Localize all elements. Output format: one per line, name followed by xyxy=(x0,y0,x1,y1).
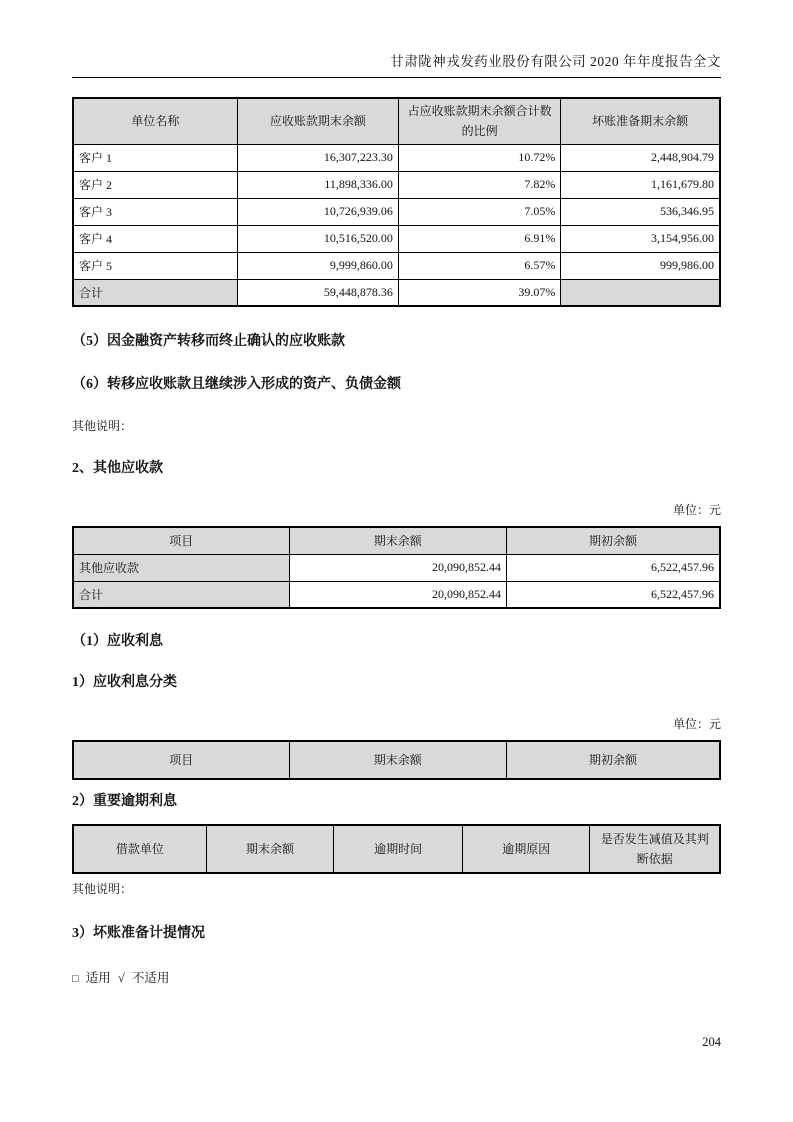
cell-ending-balance: 16,307,223.30 xyxy=(237,144,398,171)
cell-ending-balance: 10,516,520.00 xyxy=(237,225,398,252)
page-number: 204 xyxy=(702,1035,721,1049)
cell-total-label: 合计 xyxy=(73,581,289,608)
cell-ratio: 7.05% xyxy=(398,198,560,225)
col-header-ending-balance: 期末余额 xyxy=(289,527,506,554)
col-header-unit-name: 单位名称 xyxy=(73,98,237,144)
cell-ratio: 7.82% xyxy=(398,171,560,198)
applicable-label: 适用 xyxy=(85,971,111,986)
cell-total-ending-balance: 20,090,852.44 xyxy=(289,581,506,608)
table-row xyxy=(73,144,720,171)
table-header-row xyxy=(73,98,720,144)
table-row xyxy=(73,252,720,279)
col-header-item: 项目 xyxy=(73,527,289,554)
table-row xyxy=(73,171,720,198)
unit-label-1: 单位：元 xyxy=(672,503,721,518)
col-header-bad-debt: 坏账准备期末余额 xyxy=(561,98,720,144)
cell-ratio: 6.57% xyxy=(398,252,560,279)
interest-receivable-title: （1）应收利息 xyxy=(72,634,163,650)
cell-bad-debt: 3,154,956.00 xyxy=(561,225,720,252)
col-header-impairment-judgement: 是否发生减值及其判断依据 xyxy=(590,825,720,873)
cell-ending-balance: 9,999,860.00 xyxy=(237,252,398,279)
cell-ending-balance: 20,090,852.44 xyxy=(289,554,506,581)
table-row xyxy=(73,198,720,225)
cell-total-bad-debt xyxy=(561,279,720,306)
cell-ending-balance: 10,726,939.06 xyxy=(237,198,398,225)
cell-ratio: 6.91% xyxy=(398,225,560,252)
other-receivables-title: 2、其他应收款 xyxy=(72,461,163,477)
col-header-overdue-time: 逾期时间 xyxy=(334,825,463,873)
cell-bad-debt: 536,346.95 xyxy=(561,198,720,225)
checkbox-unchecked-icon: □ xyxy=(72,973,79,986)
applicability-line xyxy=(72,968,721,986)
col-header-item: 项目 xyxy=(73,741,289,779)
cell-total-ending-balance: 59,448,878.36 xyxy=(237,279,398,306)
cell-bad-debt: 999,986.00 xyxy=(561,252,720,279)
overdue-interest-title: 2）重要逾期利息 xyxy=(72,794,177,810)
table-row xyxy=(73,554,720,581)
overdue-interest-table xyxy=(72,824,721,874)
col-header-beginning-balance: 期初余额 xyxy=(506,741,720,779)
bad-debt-provision-title: 3）坏账准备计提情况 xyxy=(72,926,205,942)
cell-ratio: 10.72% xyxy=(398,144,560,171)
section-5-title: （5）因金融资产转移而终止确认的应收账款 xyxy=(72,334,345,350)
table-header-row xyxy=(73,527,720,554)
receivables-top5-table xyxy=(72,97,721,307)
table-total-row xyxy=(73,279,720,306)
table-total-row xyxy=(73,581,720,608)
table-header-row xyxy=(73,741,720,779)
col-header-ratio: 占应收账款期末余额合计数的比例 xyxy=(398,98,560,144)
other-receivables-table xyxy=(72,526,721,609)
checkmark-icon: √ xyxy=(117,971,125,986)
col-header-ending-balance: 期末余额 xyxy=(206,825,333,873)
interest-class-title: 1）应收利息分类 xyxy=(72,675,177,691)
cell-item: 其他应收款 xyxy=(73,554,289,581)
cell-beginning-balance: 6,522,457.96 xyxy=(506,554,720,581)
cell-ending-balance: 11,898,336.00 xyxy=(237,171,398,198)
col-header-overdue-reason: 逾期原因 xyxy=(462,825,589,873)
unit-label-2: 单位：元 xyxy=(672,717,721,732)
cell-total-label: 合计 xyxy=(73,279,237,306)
section-6-title: （6）转移应收账款且继续涉入形成的资产、负债金额 xyxy=(72,377,401,393)
interest-class-table xyxy=(72,740,721,780)
col-header-ending-balance: 期末余额 xyxy=(289,741,506,779)
col-header-ending-balance: 应收账款期末余额 xyxy=(237,98,398,144)
col-header-borrower: 借款单位 xyxy=(73,825,206,873)
col-header-beginning-balance: 期初余额 xyxy=(506,527,720,554)
cell-bad-debt: 2,448,904.79 xyxy=(561,144,720,171)
page-header-title: 甘肃陇神戎发药业股份有限公司 2020 年年度报告全文 xyxy=(72,0,721,78)
cell-bad-debt: 1,161,679.80 xyxy=(561,171,720,198)
other-notes-2: 其他说明： xyxy=(72,882,133,897)
cell-customer-name: 客户 1 xyxy=(73,144,237,171)
table-row xyxy=(73,225,720,252)
other-notes-1: 其他说明： xyxy=(72,419,133,434)
cell-total-beginning-balance: 6,522,457.96 xyxy=(506,581,720,608)
cell-customer-name: 客户 4 xyxy=(73,225,237,252)
not-applicable-label: 不适用 xyxy=(131,971,170,986)
table-header-row xyxy=(73,825,720,873)
cell-customer-name: 客户 2 xyxy=(73,171,237,198)
cell-customer-name: 客户 3 xyxy=(73,198,237,225)
cell-total-ratio: 39.07% xyxy=(398,279,560,306)
cell-customer-name: 客户 5 xyxy=(73,252,237,279)
